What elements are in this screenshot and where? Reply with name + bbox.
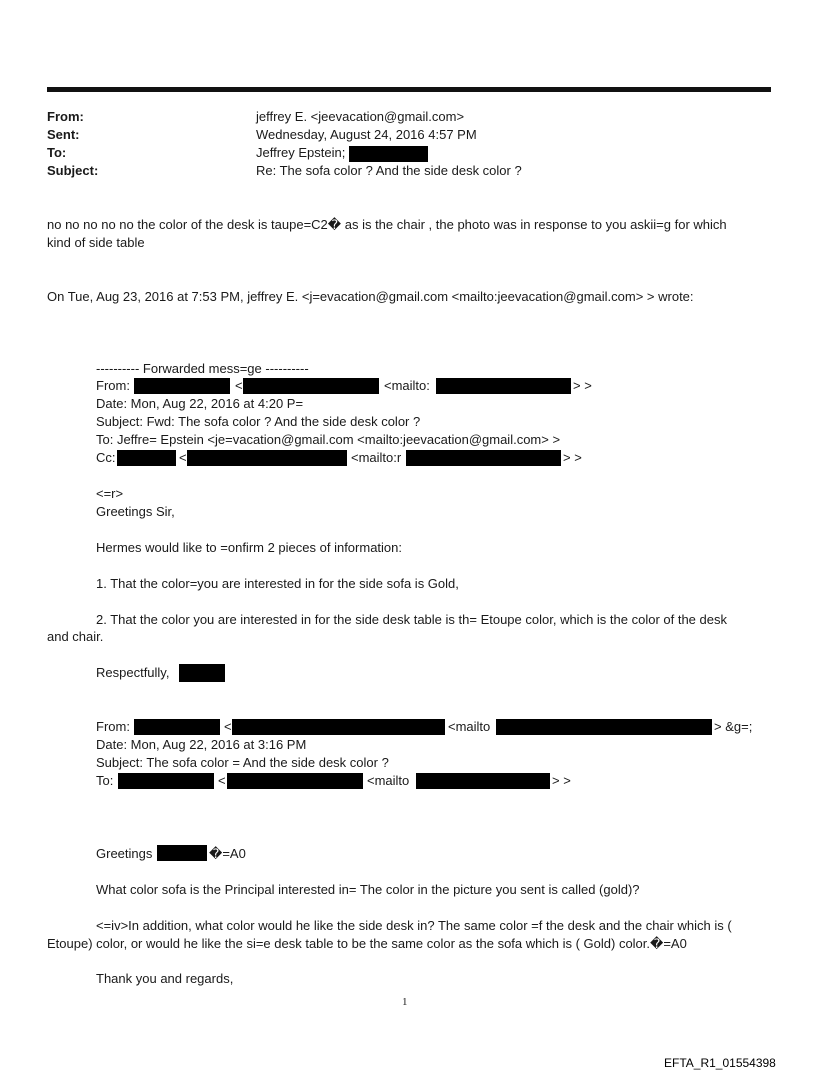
fwd-date: Date: Mon, Aug 22, 2016 at 4:20 P= xyxy=(96,396,304,411)
fwd-respectfully: Respectfully, xyxy=(96,665,170,680)
header-subject-row xyxy=(47,162,767,180)
redaction-block xyxy=(232,719,445,735)
orig-to-close: > > xyxy=(552,773,571,788)
fwd-from-lt: < xyxy=(235,378,243,393)
page-number: 1 xyxy=(402,996,408,1008)
to-label: To: xyxy=(47,145,67,160)
orig-date: Date: Mon, Aug 22, 2016 at 3:16 PM xyxy=(96,737,307,752)
redaction-block xyxy=(118,773,214,789)
redaction-block xyxy=(496,719,712,735)
reply-line-1: no no no no no the color of the desk is taupe=C2� as is the chair , the photo was in response to you askii=g for which xyxy=(47,217,727,232)
orig-from-lt: < xyxy=(224,719,232,734)
redaction-block xyxy=(406,450,561,466)
fwd-br-tag: <=r> xyxy=(96,486,124,501)
reply-body xyxy=(47,216,767,252)
redaction-block xyxy=(187,450,347,466)
fwd-cc-close: > > xyxy=(563,450,582,465)
fwd-confirm: Hermes would like to =onfirm 2 pieces of information: xyxy=(96,540,402,555)
fwd-from-label: From: xyxy=(96,378,130,393)
sent-value: Wednesday, August 24, 2016 4:57 PM xyxy=(256,127,477,142)
fwd-cc-lt: < xyxy=(179,450,187,465)
reply-line-2: kind of side table xyxy=(47,235,145,250)
subject-value: Re: The sofa color ? And the side desk color ? xyxy=(256,163,522,178)
fwd-to: To: Jeffre= Epstein <je=vacation@gmail.com <mailto:jeevacation@gmail.com> > xyxy=(96,432,561,447)
orig-to-lt: < xyxy=(218,773,226,788)
orig-greeting: Greetings xyxy=(96,846,153,861)
orig-question-1: What color sofa is the Principal interested in= The color in the picture you sent is called (gold)? xyxy=(96,882,640,897)
orig-question-2-line-2: Etoupe) color, or would he like the si=e desk table to be the same color as the sofa which is ( Gold) color.�=A0 xyxy=(47,936,687,951)
fwd-from-close: > > xyxy=(573,378,592,393)
header-rule xyxy=(47,87,771,92)
orig-to-label: To: xyxy=(96,773,114,788)
to-value-text: Jeffrey Epstein; xyxy=(256,145,346,160)
redaction-block xyxy=(349,146,428,162)
header-from-row xyxy=(47,108,767,126)
redaction-block xyxy=(436,378,571,394)
orig-question-2-line-1: <=iv>In addition, what color would he like the side desk in? The same color =f the desk and the chair which is ( xyxy=(96,918,732,933)
redaction-block xyxy=(227,773,363,789)
fwd-greeting: Greetings Sir, xyxy=(96,504,175,519)
email-header xyxy=(47,108,767,180)
redaction-block xyxy=(243,378,379,394)
fwd-from-mailto: <mailto: xyxy=(384,378,430,393)
orig-from-tail: > &g=; xyxy=(714,719,753,734)
orig-to-mailto: <mailto xyxy=(367,773,410,788)
from-label: From: xyxy=(47,109,84,124)
redaction-block xyxy=(416,773,550,789)
to-value xyxy=(256,144,428,162)
header-sent-row xyxy=(47,126,767,144)
redaction-block xyxy=(157,845,207,861)
redaction-block xyxy=(179,664,225,682)
forwarded-divider: ---------- Forwarded mess=ge ---------- xyxy=(96,361,309,376)
fwd-item-1: 1. That the color=you are interested in for the side sofa is Gold, xyxy=(96,576,459,591)
redaction-block xyxy=(134,378,230,394)
orig-greeting-tail: �=A0 xyxy=(209,846,246,861)
orig-thanks: Thank you and regards, xyxy=(96,971,234,986)
fwd-item-2-line-1: 2. That the color you are interested in for the side desk table is th= Etoupe color, which is the color of the desk xyxy=(96,612,727,627)
orig-subject: Subject: The sofa color = And the side desk color ? xyxy=(96,755,389,770)
bates-number: EFTA_R1_01554398 xyxy=(664,1056,776,1070)
orig-from-mailto: <mailto xyxy=(448,719,491,734)
on-wrote-line: On Tue, Aug 23, 2016 at 7:53 PM, jeffrey E. <j=evacation@gmail.com <mailto:jeevacation@gmail.com> > wrote: xyxy=(47,289,694,304)
header-to-row xyxy=(47,144,767,162)
redaction-block xyxy=(134,719,220,735)
fwd-cc-mailto: <mailto:r xyxy=(351,450,402,465)
subject-label: Subject: xyxy=(47,163,99,178)
redaction-block xyxy=(117,450,176,466)
fwd-item-2-line-2: and chair. xyxy=(47,629,104,644)
sent-label: Sent: xyxy=(47,127,80,142)
from-value: jeffrey E. <jeevacation@gmail.com> xyxy=(256,109,465,124)
fwd-cc-label: Cc: xyxy=(96,450,116,465)
fwd-subject: Subject: Fwd: The sofa color ? And the side desk color ? xyxy=(96,414,421,429)
orig-from-label: From: xyxy=(96,719,130,734)
